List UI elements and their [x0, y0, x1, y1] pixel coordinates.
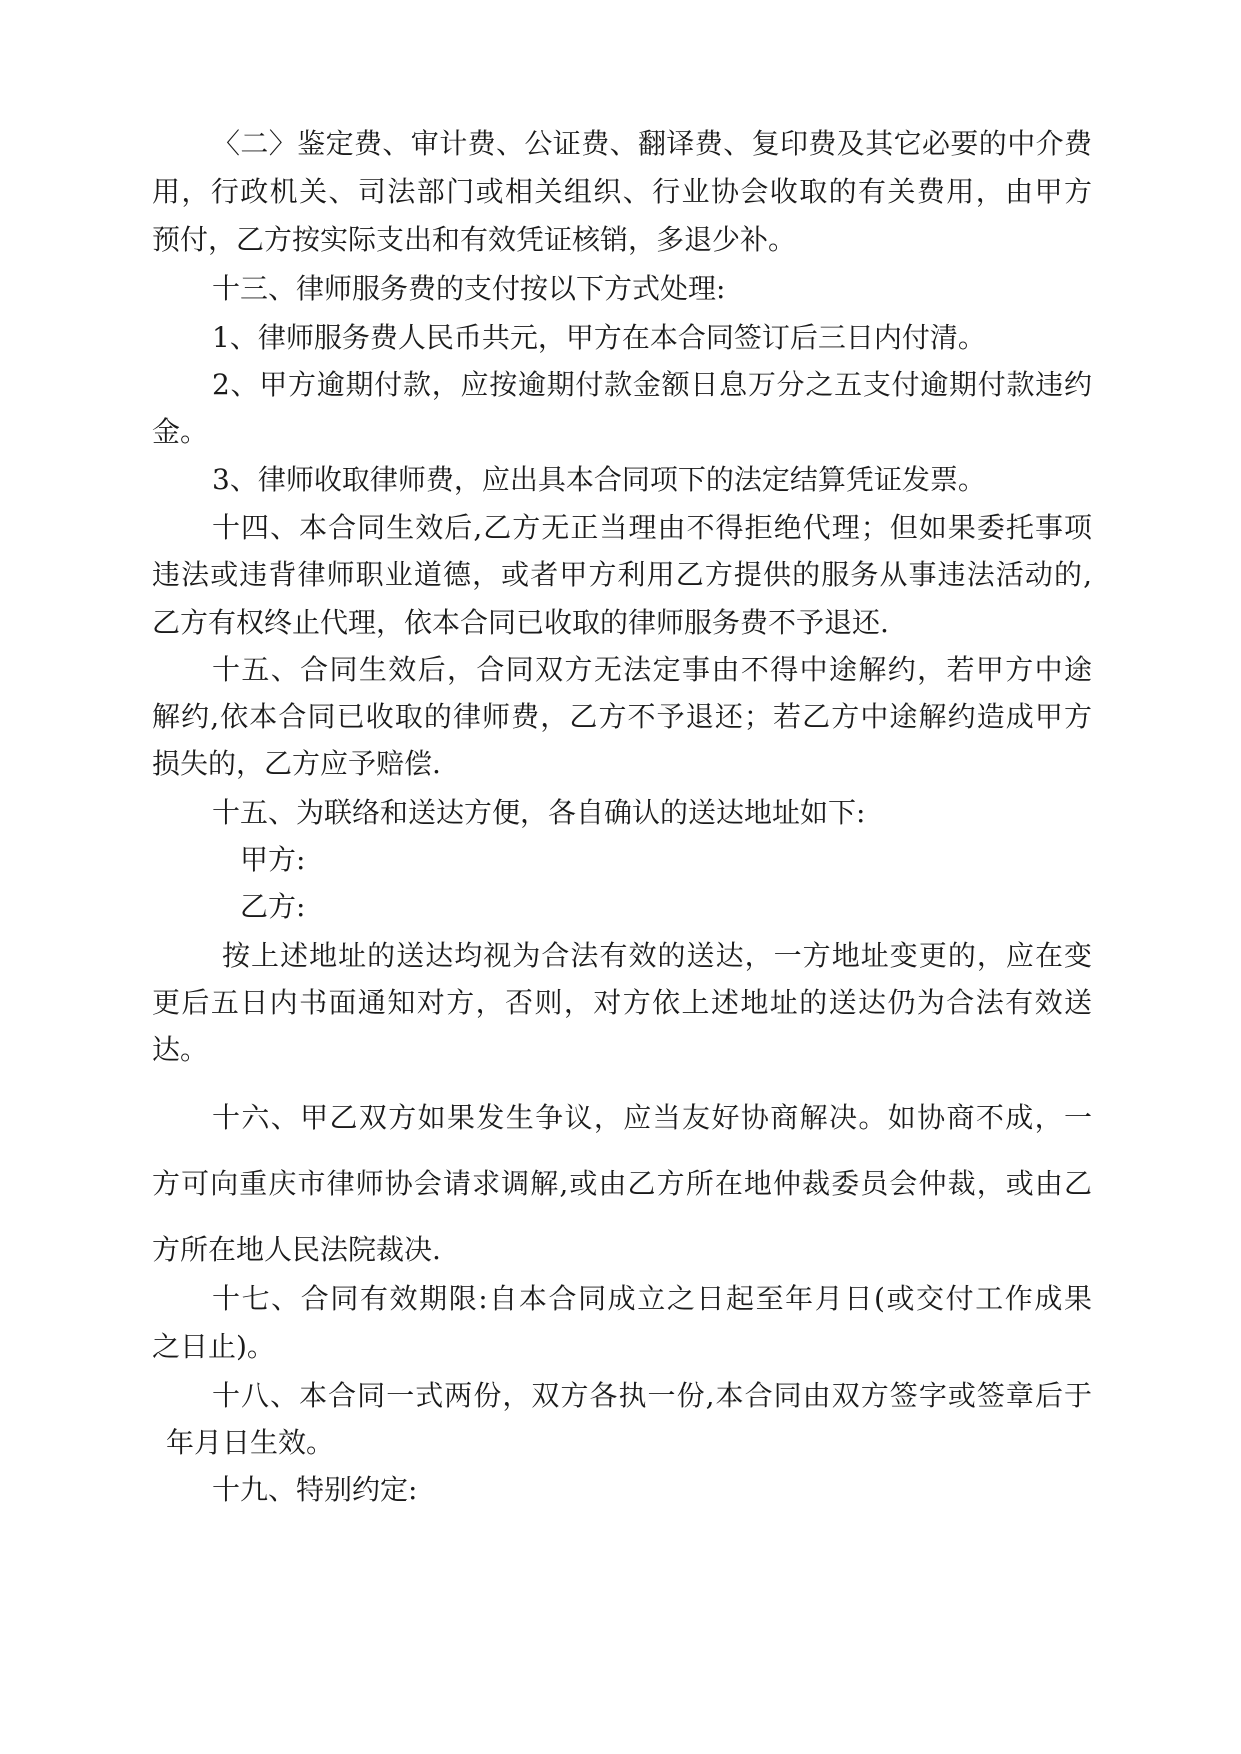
paragraph-line: 预付，乙方按实际支出和有效凭证核销，多退少补。: [152, 223, 797, 256]
clause-18-line: 年月日生效。: [166, 1426, 335, 1459]
clause-15-line: 十五、合同生效后，合同双方无法定事由不得中途解约，若甲方中途: [212, 653, 1092, 686]
paragraph-line: 用，行政机关、司法部门或相关组织、行业协会收取的有关费用，由甲方: [152, 175, 1092, 208]
paragraph-line: 2、甲方逾期付款，应按逾期付款金额日息万分之五支付逾期付款违约: [212, 368, 1092, 401]
clause-17-line: 十七、合同有效期限:自本合同成立之日起至年月日(或交付工作成果: [212, 1282, 1092, 1315]
clause-16-line: 方可向重庆市律师协会请求调解,或由乙方所在地仲裁委员会仲裁，或由乙: [152, 1167, 1092, 1200]
clause-18-line: 十八、本合同一式两份，双方各执一份,本合同由双方签字或签章后于: [212, 1379, 1092, 1412]
clause-14-line: 违法或违背律师职业道德，或者甲方利用乙方提供的服务从事违法活动的,: [152, 558, 1092, 591]
paragraph-line: 〈二〉鉴定费、审计费、公证费、翻译费、复印费及其它必要的中介费: [212, 127, 1092, 160]
clause-14-line: 十四、本合同生效后,乙方无正当理由不得拒绝代理；但如果委托事项: [212, 511, 1092, 544]
clause-14-line: 乙方有权终止代理，依本合同已收取的律师服务费不予退还.: [152, 606, 889, 639]
clause-19-heading: 十九、特别约定:: [212, 1473, 418, 1506]
clause-15-line: 损失的，乙方应予赔偿.: [152, 747, 441, 780]
paragraph-line: 1、律师服务费人民币共元，甲方在本合同签订后三日内付清。: [212, 321, 986, 354]
clause-16-line: 方所在地人民法院裁决.: [152, 1233, 441, 1266]
address-note-line: 达。: [152, 1033, 209, 1066]
clause-16-line: 十六、甲乙双方如果发生争议，应当友好协商解决。如协商不成，一: [212, 1101, 1092, 1134]
clause-15b-heading: 十五、为联络和送达方便，各自确认的送达地址如下:: [212, 796, 866, 829]
clause-15-line: 解约,依本合同已收取的律师费，乙方不予退还；若乙方中途解约造成甲方: [152, 700, 1092, 733]
clause-17-line: 之日止)。: [152, 1330, 275, 1363]
address-note-line: 按上述地址的送达均视为合法有效的送达，一方地址变更的，应在变: [222, 939, 1092, 972]
party-a-address: 甲方:: [240, 843, 306, 876]
address-note-line: 更后五日内书面通知对方，否则，对方依上述地址的送达仍为合法有效送: [152, 986, 1092, 1019]
clause-13-heading: 十三、律师服务费的支付按以下方式处理:: [212, 272, 726, 305]
party-b-address: 乙方:: [240, 890, 306, 923]
paragraph-line: 3、律师收取律师费，应出具本合同项下的法定结算凭证发票。: [212, 463, 986, 496]
paragraph-line: 金。: [152, 415, 209, 448]
